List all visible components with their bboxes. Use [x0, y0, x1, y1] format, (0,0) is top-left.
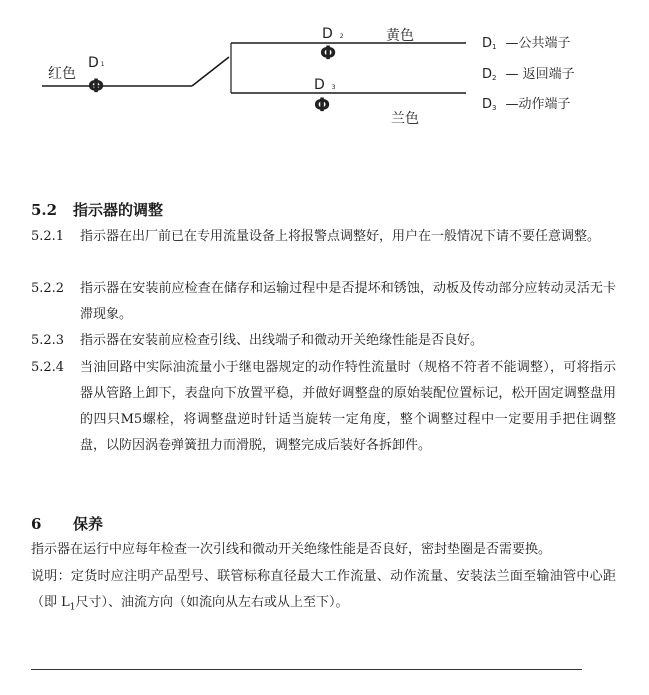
terminal-d3-label: D 3 — [314, 77, 336, 93]
item-text: 指示器在出厂前已在专用流量设备上将报警点调整好，用户在一般情况下请不要任意调整。 — [80, 229, 601, 244]
item-text: 当油回路中实际油流量小于继电器规定的动作特性流量时（规格不符者不能调整），可将指示器从管路上卸下，表盘向下放置平稳，并做好调整盘的原始装配位置标记，松开固定调整盘用的四只M5螺栓，将调整盘逆时针适当旋转一定角度，整个调整过程中一定要用手把住调整盘，以防因涡卷弹簧扭力而滑脱，调整完成后装好各拆卸件。 — [80, 360, 616, 453]
section-title: 指示器的调整 — [73, 201, 164, 219]
blue-wire-label: 兰色 — [391, 111, 419, 127]
item-5-2-1 — [31, 224, 616, 250]
yellow-wire-label: 黄色 — [386, 28, 414, 44]
section-number: 6 — [31, 515, 42, 533]
item-number: 5.2.3 — [31, 333, 65, 348]
terminal-wiring-diagram — [0, 0, 649, 170]
terminal-d1-symbol: Φ — [88, 75, 105, 97]
legend-d3: D3 —动作端子 — [482, 97, 571, 112]
item-text: 指示器在安装前应检查在储存和运输过程中是否提坏和锈蚀，动板及传动部分应转动灵活无卡滞现象。 — [80, 281, 616, 322]
ordering-note-text-end: 尺寸）、油流方向（如流向从左右或从上至下）。 — [75, 595, 349, 610]
terminal-d2-symbol: Φ — [320, 42, 337, 64]
item-5-2-4 — [31, 355, 616, 459]
section-number: 5.2 — [31, 201, 58, 219]
section-title: 保养 — [73, 515, 104, 533]
section-6-heading — [31, 513, 103, 534]
item-number: 5.2.2 — [31, 281, 65, 296]
legend-d1: D1 —公共端子 — [482, 36, 571, 51]
ordering-note-text: 说明：定货时应注明产品型号、联管标称直径最大工作流量、动作流量、安装法兰面至输油管中心距（即 L — [31, 569, 616, 610]
ordering-note-subscript: 1 — [69, 602, 76, 613]
legend-d2: D2 — 返回端子 — [482, 67, 575, 82]
terminal-legend — [482, 35, 575, 112]
ordering-note — [31, 564, 616, 621]
item-number: 5.2.1 — [31, 229, 65, 244]
terminal-d1-label: D 1 — [88, 55, 105, 71]
footer-divider — [31, 669, 582, 670]
item-5-2-2 — [31, 276, 616, 328]
item-5-2-3 — [31, 328, 616, 354]
terminal-d3-symbol: Φ — [314, 94, 331, 116]
item-text: 指示器在安装前应检查引线、出线端子和微动开关绝缘性能是否良好。 — [80, 333, 484, 348]
terminal-d2-label: D 2 — [322, 26, 344, 42]
maintenance-paragraph: 指示器在运行中应每年检查一次引线和微动开关绝缘性能是否良好，密封垫圈是否需要换。 — [31, 542, 552, 557]
red-wire-label: 红色 — [48, 66, 76, 82]
section-5-2-heading — [31, 199, 163, 220]
switch-contact-line — [192, 57, 229, 86]
item-number: 5.2.4 — [31, 360, 65, 375]
